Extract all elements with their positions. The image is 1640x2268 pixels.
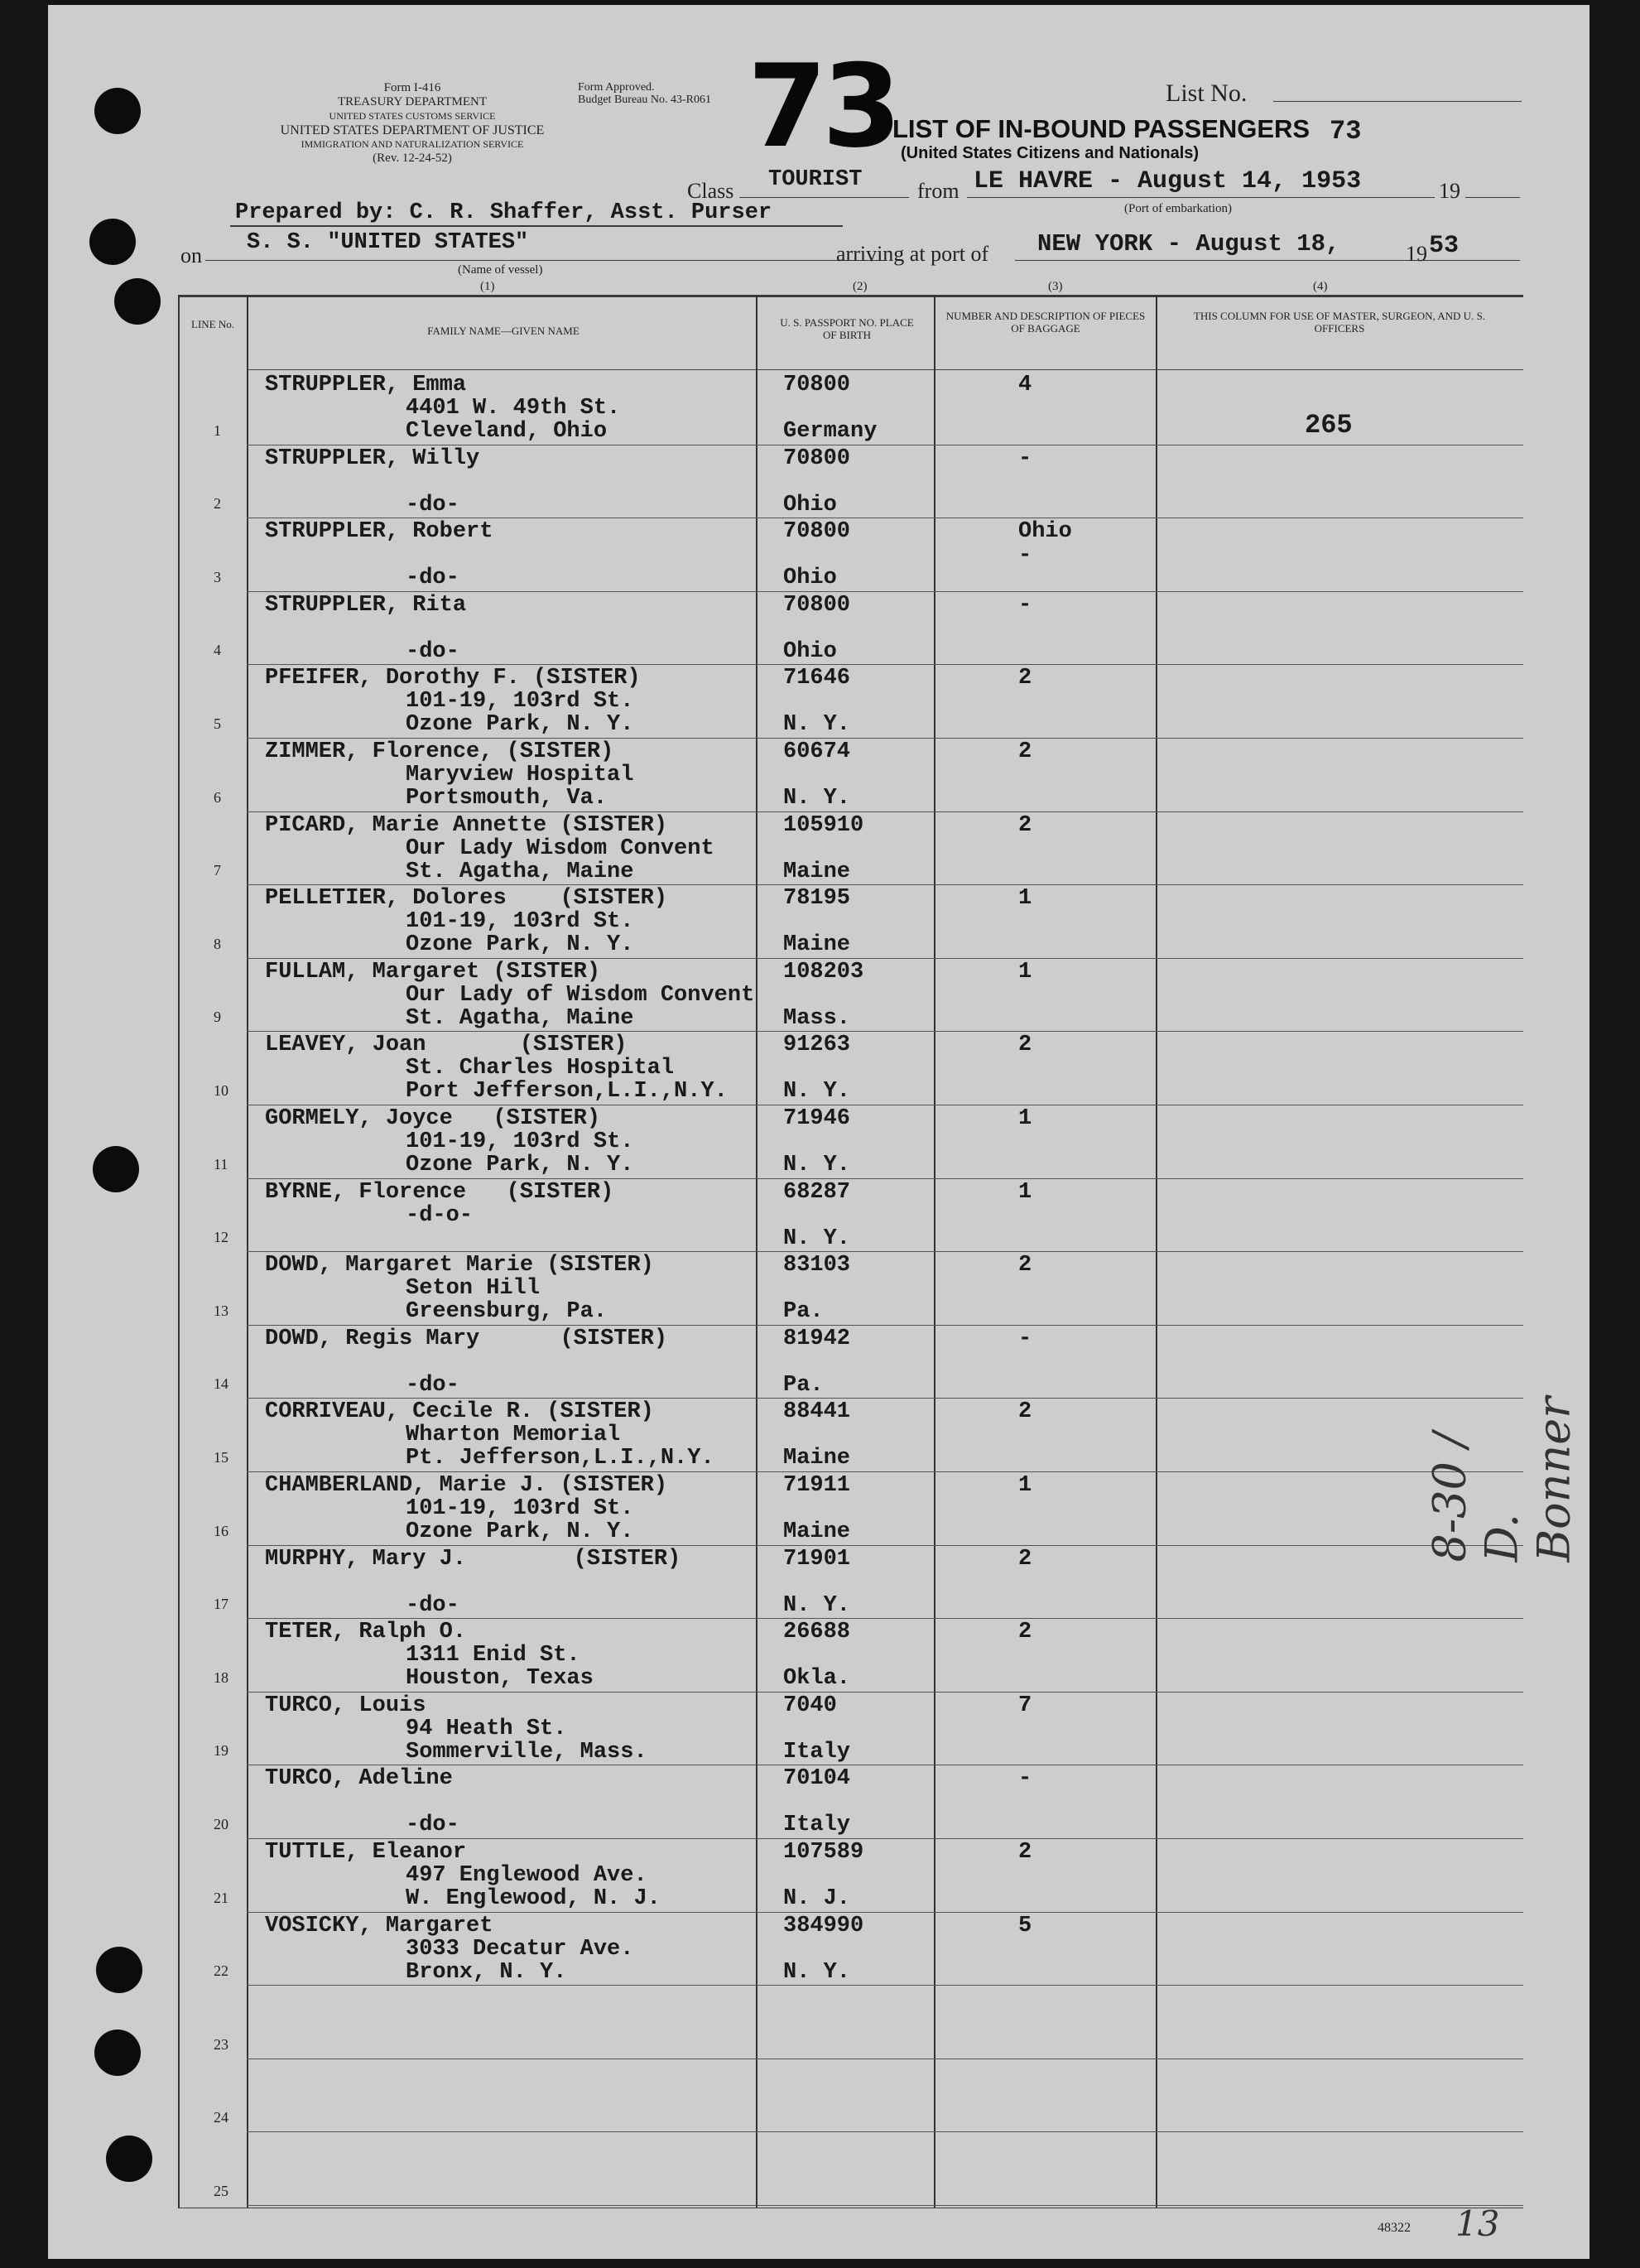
line-number: 7 <box>214 862 221 879</box>
line-number: 13 <box>214 1302 228 1319</box>
passport-number: 105910 <box>783 812 864 838</box>
address-line-2: -do- <box>406 1592 459 1618</box>
table-row <box>48 1546 1590 1620</box>
place-of-birth: Maine <box>783 859 851 884</box>
table-row <box>48 1252 1590 1326</box>
form-revision: (Rev. 12-24-52) <box>373 152 452 165</box>
passenger-name: DOWD, Regis Mary (SISTER) <box>265 1326 668 1351</box>
list-no-label: List No. <box>1166 79 1248 107</box>
baggage-count: 2 <box>1018 1620 1032 1645</box>
officer-note: 265 <box>1305 410 1353 441</box>
table-row <box>48 1032 1590 1105</box>
passport-number: 91263 <box>783 1033 851 1058</box>
baggage-count: 2 <box>1018 1546 1032 1572</box>
passenger-name: CORRIVEAU, Cecile R. (SISTER) <box>265 1399 654 1425</box>
baggage-count: Ohio - <box>1018 519 1072 569</box>
line-number: 25 <box>214 2182 228 2199</box>
passport-number: 108203 <box>783 959 864 985</box>
place-of-birth: Germany <box>783 419 878 444</box>
baggage-count: 2 <box>1018 739 1032 764</box>
place-of-birth: Ohio <box>783 492 837 518</box>
address-line-2: Houston, Texas <box>406 1666 594 1692</box>
table-row <box>48 1326 1590 1399</box>
from-label: from <box>917 179 959 203</box>
col3-index: (3) <box>1048 280 1063 293</box>
table-row <box>48 665 1590 739</box>
treasury-dept: TREASURY DEPARTMENT <box>337 95 488 108</box>
passport-number: 70800 <box>783 519 851 545</box>
address-line-1: Our Lady of Wisdom Convent <box>406 982 755 1008</box>
address-line-1: 3033 Decatur Ave. <box>406 1936 634 1962</box>
passenger-name: GORMELY, Joyce (SISTER) <box>265 1106 601 1131</box>
address-line-2: Port Jefferson,L.I.,N.Y. <box>406 1079 728 1105</box>
from-year-prefix: 19 <box>1439 179 1460 203</box>
place-of-birth: N. Y. <box>783 1153 851 1177</box>
passport-number: 384990 <box>783 1913 864 1938</box>
passenger-name: STRUPPLER, Willy <box>265 445 480 471</box>
line-number: 5 <box>214 715 221 732</box>
place-of-birth: Pa. <box>783 1299 824 1325</box>
place-of-birth: N. J. <box>783 1886 851 1911</box>
table-row <box>48 1399 1590 1472</box>
line-number: 20 <box>214 1815 228 1832</box>
table-row <box>48 592 1590 666</box>
baggage-count: 1 <box>1018 1106 1032 1131</box>
address-line-1: Maryview Hospital <box>406 763 634 787</box>
line-number: 14 <box>214 1375 228 1393</box>
arriving-value: NEW YORK - August 18, <box>1037 230 1340 258</box>
address-line-1: 94 Heath St. <box>406 1716 567 1741</box>
passport-number: 60674 <box>783 739 851 764</box>
baggage-count: 2 <box>1018 1033 1032 1058</box>
address-line-2: Cleveland, Ohio <box>406 419 608 444</box>
table-row <box>48 1693 1590 1766</box>
passport-number: 107589 <box>783 1840 864 1865</box>
address-line-2: St. Agatha, Maine <box>406 859 634 884</box>
line-number: 9 <box>214 1009 221 1026</box>
handwritten-initials: 8-30 / D. Bonner <box>1423 1396 1580 1563</box>
place-of-birth: N. Y. <box>783 1225 851 1251</box>
baggage-count: 5 <box>1018 1913 1032 1938</box>
passport-number: 83103 <box>783 1253 851 1278</box>
arriving-year: 19 <box>1406 242 1427 266</box>
line-number: 21 <box>214 1889 228 1906</box>
table-row <box>48 372 1590 445</box>
passenger-name: PELLETIER, Dolores (SISTER) <box>265 886 668 912</box>
line-number: 6 <box>214 788 221 806</box>
address-line-1: -d-o- <box>406 1202 474 1228</box>
table-row <box>48 885 1590 959</box>
passenger-name: FULLAM, Margaret (SISTER) <box>265 959 601 985</box>
passenger-name: STRUPPLER, Robert <box>265 519 493 545</box>
col-header-line-no: LINE No. <box>191 318 234 330</box>
address-line-2: -do- <box>406 638 459 664</box>
passport-number: 71901 <box>783 1546 851 1572</box>
justice-dept: UNITED STATES DEPARTMENT OF JUSTICE <box>280 123 545 137</box>
line-number: 8 <box>214 935 221 952</box>
arriving-label: arriving at port of <box>836 242 989 266</box>
baggage-count: 2 <box>1018 666 1032 691</box>
passport-number: 70104 <box>783 1766 851 1792</box>
place-of-birth: Italy <box>783 1739 851 1765</box>
place-of-birth: Pa. <box>783 1372 824 1398</box>
baggage-count: 1 <box>1018 959 1032 985</box>
passenger-name: PFEIFER, Dorothy F. (SISTER) <box>265 666 641 691</box>
line-number: 11 <box>214 1155 228 1173</box>
address-line-1: St. Charles Hospital <box>406 1056 675 1081</box>
passenger-name: TURCO, Adeline <box>265 1766 453 1792</box>
address-line-1: 4401 W. 49th St. <box>406 396 621 421</box>
passenger-name: TURCO, Louis <box>265 1693 426 1718</box>
address-line-1: 101-19, 103rd St. <box>406 689 634 715</box>
passenger-name: LEAVEY, Joan (SISTER) <box>265 1033 628 1058</box>
customs-service: UNITED STATES CUSTOMS SERVICE <box>329 110 496 122</box>
place-of-birth: N. Y. <box>783 712 851 738</box>
table-row <box>48 2059 1590 2133</box>
col-header-name: FAMILY NAME—GIVEN NAME <box>427 325 580 337</box>
baggage-count: 2 <box>1018 1253 1032 1278</box>
table-row <box>48 2132 1590 2206</box>
address-line-2: -do- <box>406 1813 459 1838</box>
list-big-number: 73 <box>748 40 897 173</box>
vessel-caption: (Name of vessel) <box>458 263 543 277</box>
address-line-2: Greensburg, Pa. <box>406 1299 608 1325</box>
line-number: 15 <box>214 1448 228 1466</box>
passenger-name: PICARD, Marie Annette (SISTER) <box>265 812 668 838</box>
arriving-year-typed: 53 <box>1429 232 1460 260</box>
class-label: Class <box>687 179 734 203</box>
col1-index: (1) <box>480 280 495 293</box>
baggage-count: 2 <box>1018 1840 1032 1865</box>
line-number: 12 <box>214 1229 228 1246</box>
table-row <box>48 445 1590 519</box>
row-divider <box>247 2205 1523 2206</box>
address-line-2: Portsmouth, Va. <box>406 786 608 811</box>
line-number: 23 <box>214 2035 228 2053</box>
baggage-count: - <box>1018 445 1032 471</box>
baggage-count: 2 <box>1018 812 1032 838</box>
col2-index: (2) <box>853 280 868 293</box>
bottom-code: 48322 <box>1378 2221 1411 2235</box>
table-row <box>48 1105 1590 1179</box>
baggage-count: 2 <box>1018 1399 1032 1425</box>
address-line-2: -do- <box>406 492 459 518</box>
passenger-name: VOSICKY, Margaret <box>265 1913 493 1938</box>
line-number: 19 <box>214 1742 228 1760</box>
baggage-count: - <box>1018 592 1032 618</box>
line-number: 10 <box>214 1081 228 1099</box>
line-number: 18 <box>214 1668 228 1686</box>
address-line-1: Our Lady Wisdom Convent <box>406 835 714 861</box>
baggage-count: 7 <box>1018 1693 1032 1718</box>
baggage-count: 1 <box>1018 1473 1032 1498</box>
passport-number: 88441 <box>783 1399 851 1425</box>
list-subtitle: (United States Citizens and Nationals) <box>901 144 1200 162</box>
place-of-birth: Ohio <box>783 638 837 664</box>
address-line-2: St. Agatha, Maine <box>406 1005 634 1031</box>
place-of-birth: Maine <box>783 932 851 958</box>
table-row <box>48 1472 1590 1546</box>
place-of-birth: Okla. <box>783 1666 851 1692</box>
place-of-birth: Ohio <box>783 566 837 591</box>
table-row <box>48 1913 1590 1986</box>
passport-number: 71646 <box>783 666 851 691</box>
passport-number: 7040 <box>783 1693 837 1718</box>
passport-number: 71946 <box>783 1106 851 1131</box>
baggage-count: 1 <box>1018 1179 1032 1205</box>
place-of-birth: Italy <box>783 1813 851 1838</box>
address-line-1: Wharton Memorial <box>406 1423 621 1448</box>
passport-number: 26688 <box>783 1620 851 1645</box>
class-value: TOURIST <box>768 167 863 192</box>
immigration-service: IMMIGRATION AND NATURALIZATION SERVICE <box>301 138 524 150</box>
place-of-birth: Mass. <box>783 1005 851 1031</box>
line-number: 17 <box>214 1596 228 1613</box>
table-row <box>48 1179 1590 1253</box>
prepared-by: Prepared by: C. R. Shaffer, Asst. Purser <box>235 200 772 225</box>
passport-number: 70800 <box>783 373 851 397</box>
address-line-1: 101-19, 103rd St. <box>406 909 634 935</box>
line-number: 4 <box>214 642 221 659</box>
passenger-name: TETER, Ralph O. <box>265 1620 467 1645</box>
address-line-1: 101-19, 103rd St. <box>406 1496 634 1521</box>
address-line-2: -do- <box>406 566 459 591</box>
line-number: 3 <box>214 568 221 585</box>
address-line-2: Bronx, N. Y. <box>406 1959 567 1985</box>
col-header-baggage: NUMBER AND DESCRIPTION OF PIECES OF BAGGAGE <box>945 310 1146 335</box>
place-of-birth: N. Y. <box>783 1079 851 1105</box>
table-row <box>48 1619 1590 1693</box>
place-of-birth: N. Y. <box>783 1959 851 1985</box>
passport-number: 81942 <box>783 1326 851 1351</box>
list-title: LIST OF IN-BOUND PASSENGERS <box>892 114 1311 143</box>
line-number: 1 <box>214 421 221 439</box>
passport-number: 78195 <box>783 886 851 912</box>
address-line-1: Seton Hill <box>406 1276 541 1302</box>
table-row <box>48 1839 1590 1913</box>
budget-bureau: Budget Bureau No. 43-R061 <box>578 94 711 106</box>
address-line-1: 1311 Enid St. <box>406 1643 580 1668</box>
passenger-name: ZIMMER, Florence, (SISTER) <box>265 739 614 764</box>
passport-number: 71911 <box>783 1473 851 1498</box>
baggage-count: - <box>1018 1326 1032 1351</box>
address-line-2: W. Englewood, N. J. <box>406 1886 661 1911</box>
on-label: on <box>180 243 202 267</box>
baggage-count: 4 <box>1018 373 1032 397</box>
address-line-1: 101-19, 103rd St. <box>406 1129 634 1154</box>
line-number: 24 <box>214 2109 228 2126</box>
address-line-2: Sommerville, Mass. <box>406 1739 647 1765</box>
passport-number: 70800 <box>783 592 851 618</box>
bottom-handwritten-number: 13 <box>1455 2203 1500 2244</box>
vessel-name: S. S. "UNITED STATES" <box>247 230 529 255</box>
address-line-2: Ozone Park, N. Y. <box>406 1153 634 1177</box>
passenger-name: BYRNE, Florence (SISTER) <box>265 1179 614 1205</box>
baggage-count: - <box>1018 1766 1032 1792</box>
line-number: 16 <box>214 1522 228 1539</box>
address-line-2: Ozone Park, N. Y. <box>406 712 634 738</box>
col4-index: (4) <box>1313 280 1328 293</box>
place-of-birth: N. Y. <box>783 786 851 811</box>
passenger-name: STRUPPLER, Emma <box>265 373 467 397</box>
port-embarkation-caption: (Port of embarkation) <box>1124 202 1232 215</box>
document-page <box>48 5 1590 2259</box>
place-of-birth: Maine <box>783 1519 851 1544</box>
col-header-passport: U. S. PASSPORT NO. PLACE OF BIRTH <box>780 316 914 341</box>
passenger-name: MURPHY, Mary J. (SISTER) <box>265 1546 681 1572</box>
table-row <box>48 959 1590 1033</box>
passenger-name: DOWD, Margaret Marie (SISTER) <box>265 1253 654 1278</box>
place-of-birth: Maine <box>783 1446 851 1471</box>
line-number: 22 <box>214 1962 228 1980</box>
line-number: 2 <box>214 495 221 513</box>
passenger-name: TUTTLE, Eleanor <box>265 1840 467 1865</box>
table-row <box>48 1765 1590 1839</box>
list-no-value: 73 <box>1330 116 1362 147</box>
passenger-name: STRUPPLER, Rita <box>265 592 467 618</box>
address-line-1: 497 Englewood Ave. <box>406 1863 647 1888</box>
address-line-2: Ozone Park, N. Y. <box>406 1519 634 1544</box>
form-approved: Form Approved. Budget Bureau No. 43-R061 <box>578 81 711 106</box>
table-row <box>48 1986 1590 2059</box>
table-row <box>48 518 1590 592</box>
baggage-count: 1 <box>1018 886 1032 912</box>
address-line-2: Pt. Jefferson,L.I.,N.Y. <box>406 1446 714 1471</box>
col-header-officers: THIS COLUMN FOR USE OF MASTER, SURGEON, AND U. S. OFFICERS <box>1193 310 1486 335</box>
table-row <box>48 812 1590 886</box>
address-line-2: -do- <box>406 1372 459 1398</box>
table-row <box>48 739 1590 812</box>
passport-number: 68287 <box>783 1179 851 1205</box>
passport-number: 70800 <box>783 445 851 471</box>
passenger-rows <box>48 5 1590 2259</box>
place-of-birth: N. Y. <box>783 1592 851 1618</box>
passenger-name: CHAMBERLAND, Marie J. (SISTER) <box>265 1473 668 1498</box>
from-value: LE HAVRE - August 14, 1953 <box>974 167 1362 195</box>
address-line-2: Ozone Park, N. Y. <box>406 932 634 958</box>
form-number: Form I-416 <box>383 81 441 94</box>
